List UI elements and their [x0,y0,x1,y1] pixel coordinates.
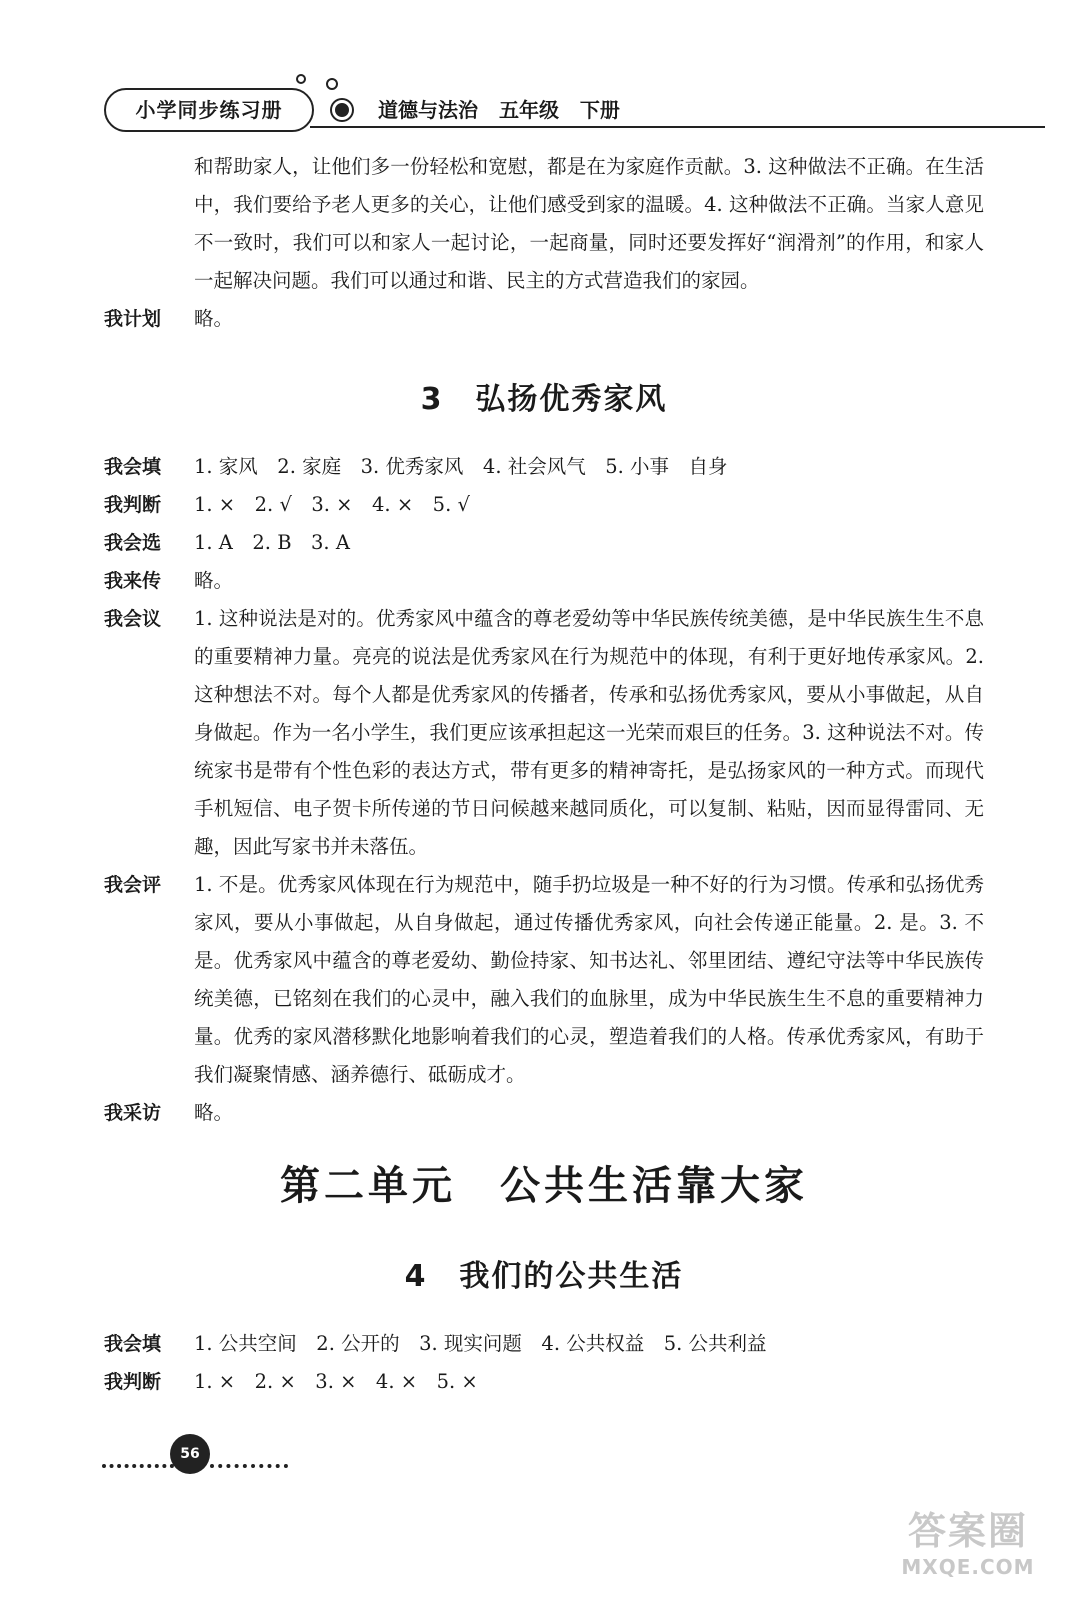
answer-row [104,524,984,562]
answer-row [104,300,984,338]
watermark-url: MXQE.COM [901,1555,1035,1579]
answer-label: 我判断 [104,1371,162,1393]
decor-circle [326,78,338,90]
answer-label: 我判断 [104,494,162,516]
answer-row [104,1325,984,1363]
answer-label: 我来传 [104,570,162,592]
unit-title: 第二单元 公共生活靠大家 [280,1162,808,1209]
subject-title: 道德与法治 五年级 下册 [378,98,620,122]
answer-text: 1. × 2. √ 3. × 4. × 5. √ [194,493,470,516]
answer-row [104,486,984,524]
answer-row [104,562,984,600]
answer-label: 我会评 [104,874,162,896]
dotted-line [102,1464,174,1472]
answer-text: 1. 公共空间 2. 公开的 3. 现实问题 4. 公共权益 5. 公共利益 [194,1332,767,1355]
answer-row [104,448,984,486]
answer-text: 略。 [194,307,234,330]
answer-row [104,866,984,1094]
continuation-paragraph: 和帮助家人，让他们多一份轻松和宽慰，都是在为家庭作贡献。3. 这种做法不正确。在生活中，我们要给予老人更多的关心，让他们感受到家的温暖。4. 这种做法不正确。当家人意见不一致时，我们可以和家人一起讨论，一起商量，同时还要发挥好“润滑剂”的作用，和家人一起解决问题。我们可以通过和谐、民主的方式营造我们的家园。 [194,155,984,292]
lesson-title: 3 弘扬优秀家风 [420,382,668,417]
answer-text: 1. 这种说法是对的。优秀家风中蕴含的尊老爱幼等中华民族传统美德，是中华民族生生不息的重要精神力量。亮亮的说法是优秀家风在行为规范中的体现，有利于更好地传承家风。2. 这种想法不对。每个人都是优秀家风的传播者，传承和弘扬优秀家风，要从小事做起，从自身做起。作为一名小学生，我们更应该承担起这一光荣而艰巨的任务。3. 这种说法不对。传统家书是带有个性色彩的表达方式，带有更多的精神寄托，是弘扬家风的一种方式。而现代手机短信、电子贺卡所传递的节日问候越来越同质化，可以复制、粘贴，因而显得雷同、无趣，因此写家书并未落伍。 [194,607,984,858]
watermark-logo-text: 答案圈 [907,1509,1028,1553]
page-content [104,148,984,1401]
answer-text: 1. × 2. × 3. × 4. × 5. × [194,1370,478,1393]
answer-label: 我会选 [104,532,162,554]
answer-text: 1. 家风 2. 家庭 3. 优秀家风 4. 社会风气 5. 小事 自身 [194,455,728,478]
answer-label: 我计划 [104,308,162,330]
page-header [100,72,1045,134]
answer-text: 略。 [194,1101,234,1124]
answer-label: 我采访 [104,1102,162,1124]
page-number: 56 [170,1434,210,1474]
header-rule [310,126,1045,128]
decor-circle [296,74,306,84]
answer-text: 1. A 2. B 3. A [194,531,350,554]
answer-label: 我会议 [104,608,162,630]
watermark [888,1508,1048,1588]
bullet-icon [332,100,352,120]
answer-row [104,1094,984,1132]
answer-text: 略。 [194,569,234,592]
answer-row [104,600,984,866]
answer-label: 我会填 [104,1333,162,1355]
answer-row [104,1363,984,1401]
answer-label: 我会填 [104,456,162,478]
answer-text: 1. 不是。优秀家风体现在行为规范中，随手扔垃圾是一种不好的行为习惯。传承和弘扬优秀家风，要从小事做起，从自身做起，通过传播优秀家风，向社会传递正能量。2. 是。3. 不是。优秀家风中蕴含的尊老爱幼、勤俭持家、知书达礼、邻里团结、遵纪守法等中华民族传统美德，已铭刻在我们的心灵中，融入我们的血脉里，成为中华民族生生不息的重要精神力量。优秀的家风潜移默化地影响着我们的心灵，塑造着我们的人格。传承优秀家风，有助于我们凝聚情感、涵养德行、砥砺成才。 [194,873,984,1086]
page-footer [102,1428,292,1478]
dotted-line [210,1464,288,1472]
series-title: 小学同步练习册 [104,88,314,132]
lesson-title: 4 我们的公共生活 [404,1259,684,1294]
